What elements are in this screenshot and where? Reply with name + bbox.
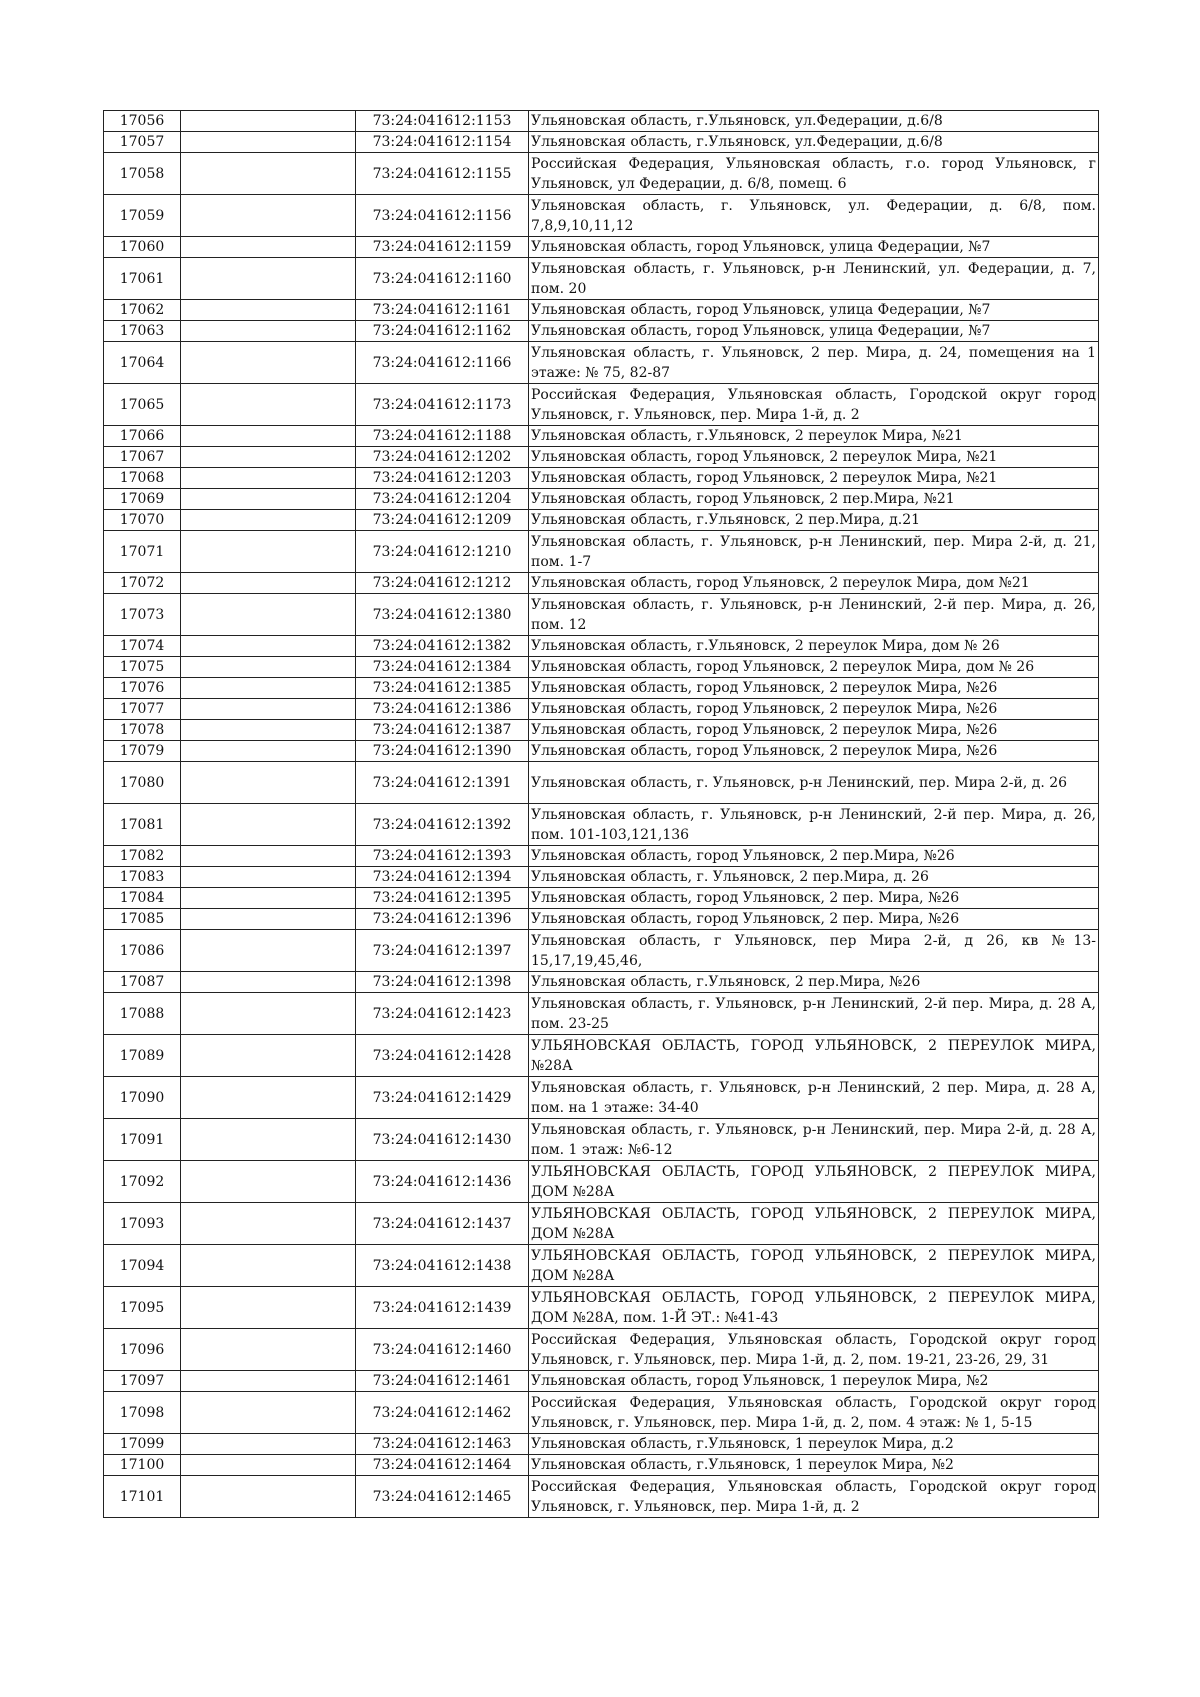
table-row — [104, 909, 1099, 930]
cadastral-number-cell: 73:24:041612:1380 — [356, 594, 529, 636]
table-row — [104, 111, 1099, 132]
empty-cell — [181, 888, 356, 909]
empty-cell — [181, 132, 356, 153]
table-row — [104, 531, 1099, 573]
empty-cell — [181, 426, 356, 447]
table-row — [104, 237, 1099, 258]
address-cell: Ульяновская область, г. Ульяновск, р-н Ленинский, 2 пер. Мира, д. 28 А, пом. на 1 этаже: 34-40 — [529, 1077, 1099, 1119]
row-number-cell: 17056 — [104, 111, 181, 132]
row-number-cell: 17083 — [104, 867, 181, 888]
table-row — [104, 1077, 1099, 1119]
address-cell: Ульяновская область, город Ульяновск, 2 переулок Мира, №26 — [529, 720, 1099, 741]
empty-cell — [181, 594, 356, 636]
address-cell: Ульяновская область, город Ульяновск, 2 переулок Мира, №21 — [529, 468, 1099, 489]
row-number-cell: 17066 — [104, 426, 181, 447]
address-cell: Ульяновская область, г. Ульяновск, р-н Ленинский, 2-й пер. Мира, д. 26, пом. 12 — [529, 594, 1099, 636]
empty-cell — [181, 468, 356, 489]
cadastral-number-cell: 73:24:041612:1212 — [356, 573, 529, 594]
row-number-cell: 17100 — [104, 1455, 181, 1476]
cadastral-number-cell: 73:24:041612:1430 — [356, 1119, 529, 1161]
address-cell: Ульяновская область, г. Ульяновск, р-н Ленинский, пер. Мира 2-й, д. 21, пом. 1-7 — [529, 531, 1099, 573]
row-number-cell: 17077 — [104, 699, 181, 720]
table-row — [104, 573, 1099, 594]
row-number-cell: 17098 — [104, 1392, 181, 1434]
row-number-cell: 17064 — [104, 342, 181, 384]
cadastral-number-cell: 73:24:041612:1156 — [356, 195, 529, 237]
address-cell: Ульяновская область, город Ульяновск, улица Федерации, №7 — [529, 237, 1099, 258]
table-row — [104, 657, 1099, 678]
row-number-cell: 17068 — [104, 468, 181, 489]
row-number-cell: 17099 — [104, 1434, 181, 1455]
table-row — [104, 153, 1099, 195]
row-number-cell: 17070 — [104, 510, 181, 531]
address-cell: Ульяновская область, г.Ульяновск, 2 пер.Мира, д.21 — [529, 510, 1099, 531]
empty-cell — [181, 762, 356, 804]
address-cell: Ульяновская область, г.Ульяновск, ул.Федерации, д.6/8 — [529, 111, 1099, 132]
empty-cell — [181, 195, 356, 237]
address-cell: Ульяновская область, город Ульяновск, улица Федерации, №7 — [529, 300, 1099, 321]
row-number-cell: 17069 — [104, 489, 181, 510]
address-cell: Ульяновская область, г. Ульяновск, р-н Ленинский, 2-й пер. Мира, д. 26, пом. 101-103,121,136 — [529, 804, 1099, 846]
table-row — [104, 594, 1099, 636]
table-row — [104, 930, 1099, 972]
cadastral-number-cell: 73:24:041612:1397 — [356, 930, 529, 972]
empty-cell — [181, 636, 356, 657]
row-number-cell: 17059 — [104, 195, 181, 237]
empty-cell — [181, 804, 356, 846]
table-row — [104, 699, 1099, 720]
address-cell: Ульяновская область, г Ульяновск, пер Мира 2-й, д 26, кв №13-15,17,19,45,46, — [529, 930, 1099, 972]
empty-cell — [181, 1119, 356, 1161]
row-number-cell: 17062 — [104, 300, 181, 321]
empty-cell — [181, 153, 356, 195]
row-number-cell: 17082 — [104, 846, 181, 867]
row-number-cell: 17078 — [104, 720, 181, 741]
table-row — [104, 321, 1099, 342]
empty-cell — [181, 972, 356, 993]
cadastral-number-cell: 73:24:041612:1429 — [356, 1077, 529, 1119]
row-number-cell: 17101 — [104, 1476, 181, 1518]
table-row — [104, 384, 1099, 426]
address-cell: Ульяновская область, г.Ульяновск, 1 переулок Мира, д.2 — [529, 1434, 1099, 1455]
table-row — [104, 867, 1099, 888]
cadastral-number-cell: 73:24:041612:1173 — [356, 384, 529, 426]
address-cell: Ульяновская область, г.Ульяновск, 2 пер.Мира, №26 — [529, 972, 1099, 993]
cadastral-number-cell: 73:24:041612:1385 — [356, 678, 529, 699]
cadastral-number-cell: 73:24:041612:1436 — [356, 1161, 529, 1203]
row-number-cell: 17075 — [104, 657, 181, 678]
address-cell: Ульяновская область, город Ульяновск, 2 переулок Мира, №26 — [529, 741, 1099, 762]
address-cell: Российская Федерация, Ульяновская область, г.о. город Ульяновск, г Ульяновск, ул Федерации, д. 6/8, помещ. 6 — [529, 153, 1099, 195]
address-cell: Ульяновская область, город Ульяновск, 2 переулок Мира, №26 — [529, 678, 1099, 699]
cadastral-number-cell: 73:24:041612:1392 — [356, 804, 529, 846]
row-number-cell: 17074 — [104, 636, 181, 657]
address-cell: Ульяновская область, г. Ульяновск, ул. Федерации, д. 6/8, пом. 7,8,9,10,11,12 — [529, 195, 1099, 237]
row-number-cell: 17086 — [104, 930, 181, 972]
empty-cell — [181, 573, 356, 594]
address-cell: УЛЬЯНОВСКАЯ ОБЛАСТЬ, ГОРОД УЛЬЯНОВСК, 2 ПЕРЕУЛОК МИРА, ДОМ №28А — [529, 1245, 1099, 1287]
row-number-cell: 17085 — [104, 909, 181, 930]
address-cell: Ульяновская область, г.Ульяновск, 2 переулок Мира, дом № 26 — [529, 636, 1099, 657]
address-cell: Ульяновская область, г. Ульяновск, р-н Ленинский, ул. Федерации, д. 7, пом. 20 — [529, 258, 1099, 300]
row-number-cell: 17072 — [104, 573, 181, 594]
table-row — [104, 489, 1099, 510]
address-cell: Российская Федерация, Ульяновская область, Городской округ город Ульяновск, г. Ульяновск, пер. Мира 1-й, д. 2, пом. 4 этаж: № 1, 5-15 — [529, 1392, 1099, 1434]
empty-cell — [181, 741, 356, 762]
cadastral-number-cell: 73:24:041612:1461 — [356, 1371, 529, 1392]
row-number-cell: 17079 — [104, 741, 181, 762]
cadastral-number-cell: 73:24:041612:1428 — [356, 1035, 529, 1077]
empty-cell — [181, 1287, 356, 1329]
empty-cell — [181, 993, 356, 1035]
address-cell: Ульяновская область, г. Ульяновск, 2 пер. Мира, д. 24, помещения на 1 этаже: № 75, 82-87 — [529, 342, 1099, 384]
table-row — [104, 258, 1099, 300]
empty-cell — [181, 1371, 356, 1392]
cadastral-number-cell: 73:24:041612:1386 — [356, 699, 529, 720]
address-cell: Российская Федерация, Ульяновская область, Городской округ город Ульяновск, г. Ульяновск, пер. Мира 1-й, д. 2 — [529, 384, 1099, 426]
table-row — [104, 678, 1099, 699]
address-cell: Ульяновская область, город Ульяновск, 1 переулок Мира, №2 — [529, 1371, 1099, 1392]
table-row — [104, 300, 1099, 321]
row-number-cell: 17065 — [104, 384, 181, 426]
address-cell: Ульяновская область, г. Ульяновск, 2 пер.Мира, д. 26 — [529, 867, 1099, 888]
table-row — [104, 1203, 1099, 1245]
row-number-cell: 17092 — [104, 1161, 181, 1203]
row-number-cell: 17060 — [104, 237, 181, 258]
cadastral-number-cell: 73:24:041612:1393 — [356, 846, 529, 867]
row-number-cell: 17097 — [104, 1371, 181, 1392]
address-cell: Ульяновская область, г.Ульяновск, ул.Федерации, д.6/8 — [529, 132, 1099, 153]
row-number-cell: 17084 — [104, 888, 181, 909]
cadastral-number-cell: 73:24:041612:1390 — [356, 741, 529, 762]
address-cell: Ульяновская область, город Ульяновск, 2 переулок Мира, дом №21 — [529, 573, 1099, 594]
row-number-cell: 17094 — [104, 1245, 181, 1287]
table-row — [104, 720, 1099, 741]
address-cell: Ульяновская область, город Ульяновск, 2 пер.Мира, №21 — [529, 489, 1099, 510]
table-row — [104, 1434, 1099, 1455]
cadastral-number-cell: 73:24:041612:1439 — [356, 1287, 529, 1329]
row-number-cell: 17057 — [104, 132, 181, 153]
table-body — [104, 111, 1099, 1518]
table-row — [104, 762, 1099, 804]
table-row — [104, 1245, 1099, 1287]
empty-cell — [181, 510, 356, 531]
empty-cell — [181, 1203, 356, 1245]
empty-cell — [181, 720, 356, 741]
row-number-cell: 17081 — [104, 804, 181, 846]
cadastral-number-cell: 73:24:041612:1463 — [356, 1434, 529, 1455]
address-cell: УЛЬЯНОВСКАЯ ОБЛАСТЬ, ГОРОД УЛЬЯНОВСК, 2 ПЕРЕУЛОК МИРА, ДОМ №28А, пом. 1-Й ЭТ.: №41-43 — [529, 1287, 1099, 1329]
cadastral-number-cell: 73:24:041612:1203 — [356, 468, 529, 489]
empty-cell — [181, 930, 356, 972]
table-row — [104, 1371, 1099, 1392]
address-cell: УЛЬЯНОВСКАЯ ОБЛАСТЬ, ГОРОД УЛЬЯНОВСК, 2 ПЕРЕУЛОК МИРА, №28А — [529, 1035, 1099, 1077]
address-cell: Ульяновская область, город Ульяновск, 2 переулок Мира, №26 — [529, 699, 1099, 720]
cadastral-number-cell: 73:24:041612:1154 — [356, 132, 529, 153]
empty-cell — [181, 342, 356, 384]
address-cell: Ульяновская область, город Ульяновск, 2 пер. Мира, №26 — [529, 909, 1099, 930]
row-number-cell: 17089 — [104, 1035, 181, 1077]
cadastral-number-cell: 73:24:041612:1464 — [356, 1455, 529, 1476]
empty-cell — [181, 678, 356, 699]
table-row — [104, 804, 1099, 846]
cadastral-number-cell: 73:24:041612:1382 — [356, 636, 529, 657]
cadastral-number-cell: 73:24:041612:1155 — [356, 153, 529, 195]
address-cell: Ульяновская область, город Ульяновск, 2 пер. Мира, №26 — [529, 888, 1099, 909]
cadastral-number-cell: 73:24:041612:1394 — [356, 867, 529, 888]
row-number-cell: 17090 — [104, 1077, 181, 1119]
cadastral-number-cell: 73:24:041612:1162 — [356, 321, 529, 342]
empty-cell — [181, 699, 356, 720]
empty-cell — [181, 111, 356, 132]
address-cell: Ульяновская область, город Ульяновск, 2 переулок Мира, дом № 26 — [529, 657, 1099, 678]
address-cell: Российская Федерация, Ульяновская область, Городской округ город Ульяновск, г. Ульяновск, пер. Мира 1-й, д. 2, пом. 19-21, 23-26, 29, 31 — [529, 1329, 1099, 1371]
address-cell: УЛЬЯНОВСКАЯ ОБЛАСТЬ, ГОРОД УЛЬЯНОВСК, 2 ПЕРЕУЛОК МИРА, ДОМ №28А — [529, 1161, 1099, 1203]
empty-cell — [181, 1434, 356, 1455]
table-row — [104, 993, 1099, 1035]
table-row — [104, 972, 1099, 993]
cadastral-number-cell: 73:24:041612:1188 — [356, 426, 529, 447]
address-cell: УЛЬЯНОВСКАЯ ОБЛАСТЬ, ГОРОД УЛЬЯНОВСК, 2 ПЕРЕУЛОК МИРА, ДОМ №28А — [529, 1203, 1099, 1245]
row-number-cell: 17058 — [104, 153, 181, 195]
cadastral-number-cell: 73:24:041612:1462 — [356, 1392, 529, 1434]
cadastral-number-cell: 73:24:041612:1153 — [356, 111, 529, 132]
empty-cell — [181, 1035, 356, 1077]
empty-cell — [181, 531, 356, 573]
empty-cell — [181, 1077, 356, 1119]
row-number-cell: 17087 — [104, 972, 181, 993]
cadastral-number-cell: 73:24:041612:1387 — [356, 720, 529, 741]
address-cell: Ульяновская область, г.Ульяновск, 1 переулок Мира, №2 — [529, 1455, 1099, 1476]
cadastral-number-cell: 73:24:041612:1398 — [356, 972, 529, 993]
cadastral-number-cell: 73:24:041612:1438 — [356, 1245, 529, 1287]
address-cell: Ульяновская область, г. Ульяновск, р-н Ленинский, пер. Мира 2-й, д. 28 А, пом. 1 этаж: №6-12 — [529, 1119, 1099, 1161]
cadastral-number-cell: 73:24:041612:1396 — [356, 909, 529, 930]
empty-cell — [181, 657, 356, 678]
address-cell: Ульяновская область, город Ульяновск, 2 переулок Мира, №21 — [529, 447, 1099, 468]
table-row — [104, 195, 1099, 237]
empty-cell — [181, 867, 356, 888]
table-row — [104, 342, 1099, 384]
cadastral-number-cell: 73:24:041612:1210 — [356, 531, 529, 573]
empty-cell — [181, 237, 356, 258]
table-row — [104, 1161, 1099, 1203]
table-row — [104, 741, 1099, 762]
table-row — [104, 1455, 1099, 1476]
empty-cell — [181, 1455, 356, 1476]
table-row — [104, 1287, 1099, 1329]
cadastral-number-cell: 73:24:041612:1166 — [356, 342, 529, 384]
address-cell: Ульяновская область, г.Ульяновск, 2 переулок Мира, №21 — [529, 426, 1099, 447]
table-row — [104, 1035, 1099, 1077]
cadastral-number-cell: 73:24:041612:1161 — [356, 300, 529, 321]
cadastral-number-cell: 73:24:041612:1395 — [356, 888, 529, 909]
property-table — [103, 110, 1099, 1518]
cadastral-number-cell: 73:24:041612:1460 — [356, 1329, 529, 1371]
empty-cell — [181, 384, 356, 426]
address-cell: Ульяновская область, г. Ульяновск, р-н Ленинский, пер. Мира 2-й, д. 26 — [529, 762, 1099, 804]
table-row — [104, 132, 1099, 153]
cadastral-number-cell: 73:24:041612:1437 — [356, 1203, 529, 1245]
cadastral-number-cell: 73:24:041612:1159 — [356, 237, 529, 258]
cadastral-number-cell: 73:24:041612:1384 — [356, 657, 529, 678]
row-number-cell: 17096 — [104, 1329, 181, 1371]
empty-cell — [181, 1476, 356, 1518]
empty-cell — [181, 489, 356, 510]
empty-cell — [181, 447, 356, 468]
empty-cell — [181, 1161, 356, 1203]
row-number-cell: 17080 — [104, 762, 181, 804]
empty-cell — [181, 909, 356, 930]
row-number-cell: 17073 — [104, 594, 181, 636]
empty-cell — [181, 1329, 356, 1371]
row-number-cell: 17093 — [104, 1203, 181, 1245]
address-cell: Ульяновская область, город Ульяновск, улица Федерации, №7 — [529, 321, 1099, 342]
address-cell: Ульяновская область, г. Ульяновск, р-н Ленинский, 2-й пер. Мира, д. 28 А, пом. 23-25 — [529, 993, 1099, 1035]
table-row — [104, 468, 1099, 489]
table-row — [104, 888, 1099, 909]
cadastral-number-cell: 73:24:041612:1209 — [356, 510, 529, 531]
row-number-cell: 17088 — [104, 993, 181, 1035]
row-number-cell: 17063 — [104, 321, 181, 342]
row-number-cell: 17061 — [104, 258, 181, 300]
empty-cell — [181, 321, 356, 342]
address-cell: Российская Федерация, Ульяновская область, Городской округ город Ульяновск, г. Ульяновск, пер. Мира 1-й, д. 2 — [529, 1476, 1099, 1518]
cadastral-number-cell: 73:24:041612:1423 — [356, 993, 529, 1035]
cadastral-number-cell: 73:24:041612:1204 — [356, 489, 529, 510]
empty-cell — [181, 258, 356, 300]
address-cell: Ульяновская область, город Ульяновск, 2 пер.Мира, №26 — [529, 846, 1099, 867]
table-row — [104, 846, 1099, 867]
row-number-cell: 17091 — [104, 1119, 181, 1161]
cadastral-number-cell: 73:24:041612:1202 — [356, 447, 529, 468]
cadastral-number-cell: 73:24:041612:1465 — [356, 1476, 529, 1518]
table-row — [104, 1476, 1099, 1518]
table-row — [104, 636, 1099, 657]
empty-cell — [181, 1245, 356, 1287]
row-number-cell: 17071 — [104, 531, 181, 573]
row-number-cell: 17067 — [104, 447, 181, 468]
table-row — [104, 447, 1099, 468]
table-row — [104, 1119, 1099, 1161]
table-row — [104, 510, 1099, 531]
empty-cell — [181, 1392, 356, 1434]
empty-cell — [181, 846, 356, 867]
table-row — [104, 426, 1099, 447]
empty-cell — [181, 300, 356, 321]
row-number-cell: 17095 — [104, 1287, 181, 1329]
row-number-cell: 17076 — [104, 678, 181, 699]
cadastral-number-cell: 73:24:041612:1391 — [356, 762, 529, 804]
cadastral-number-cell: 73:24:041612:1160 — [356, 258, 529, 300]
table-row — [104, 1329, 1099, 1371]
table-row — [104, 1392, 1099, 1434]
